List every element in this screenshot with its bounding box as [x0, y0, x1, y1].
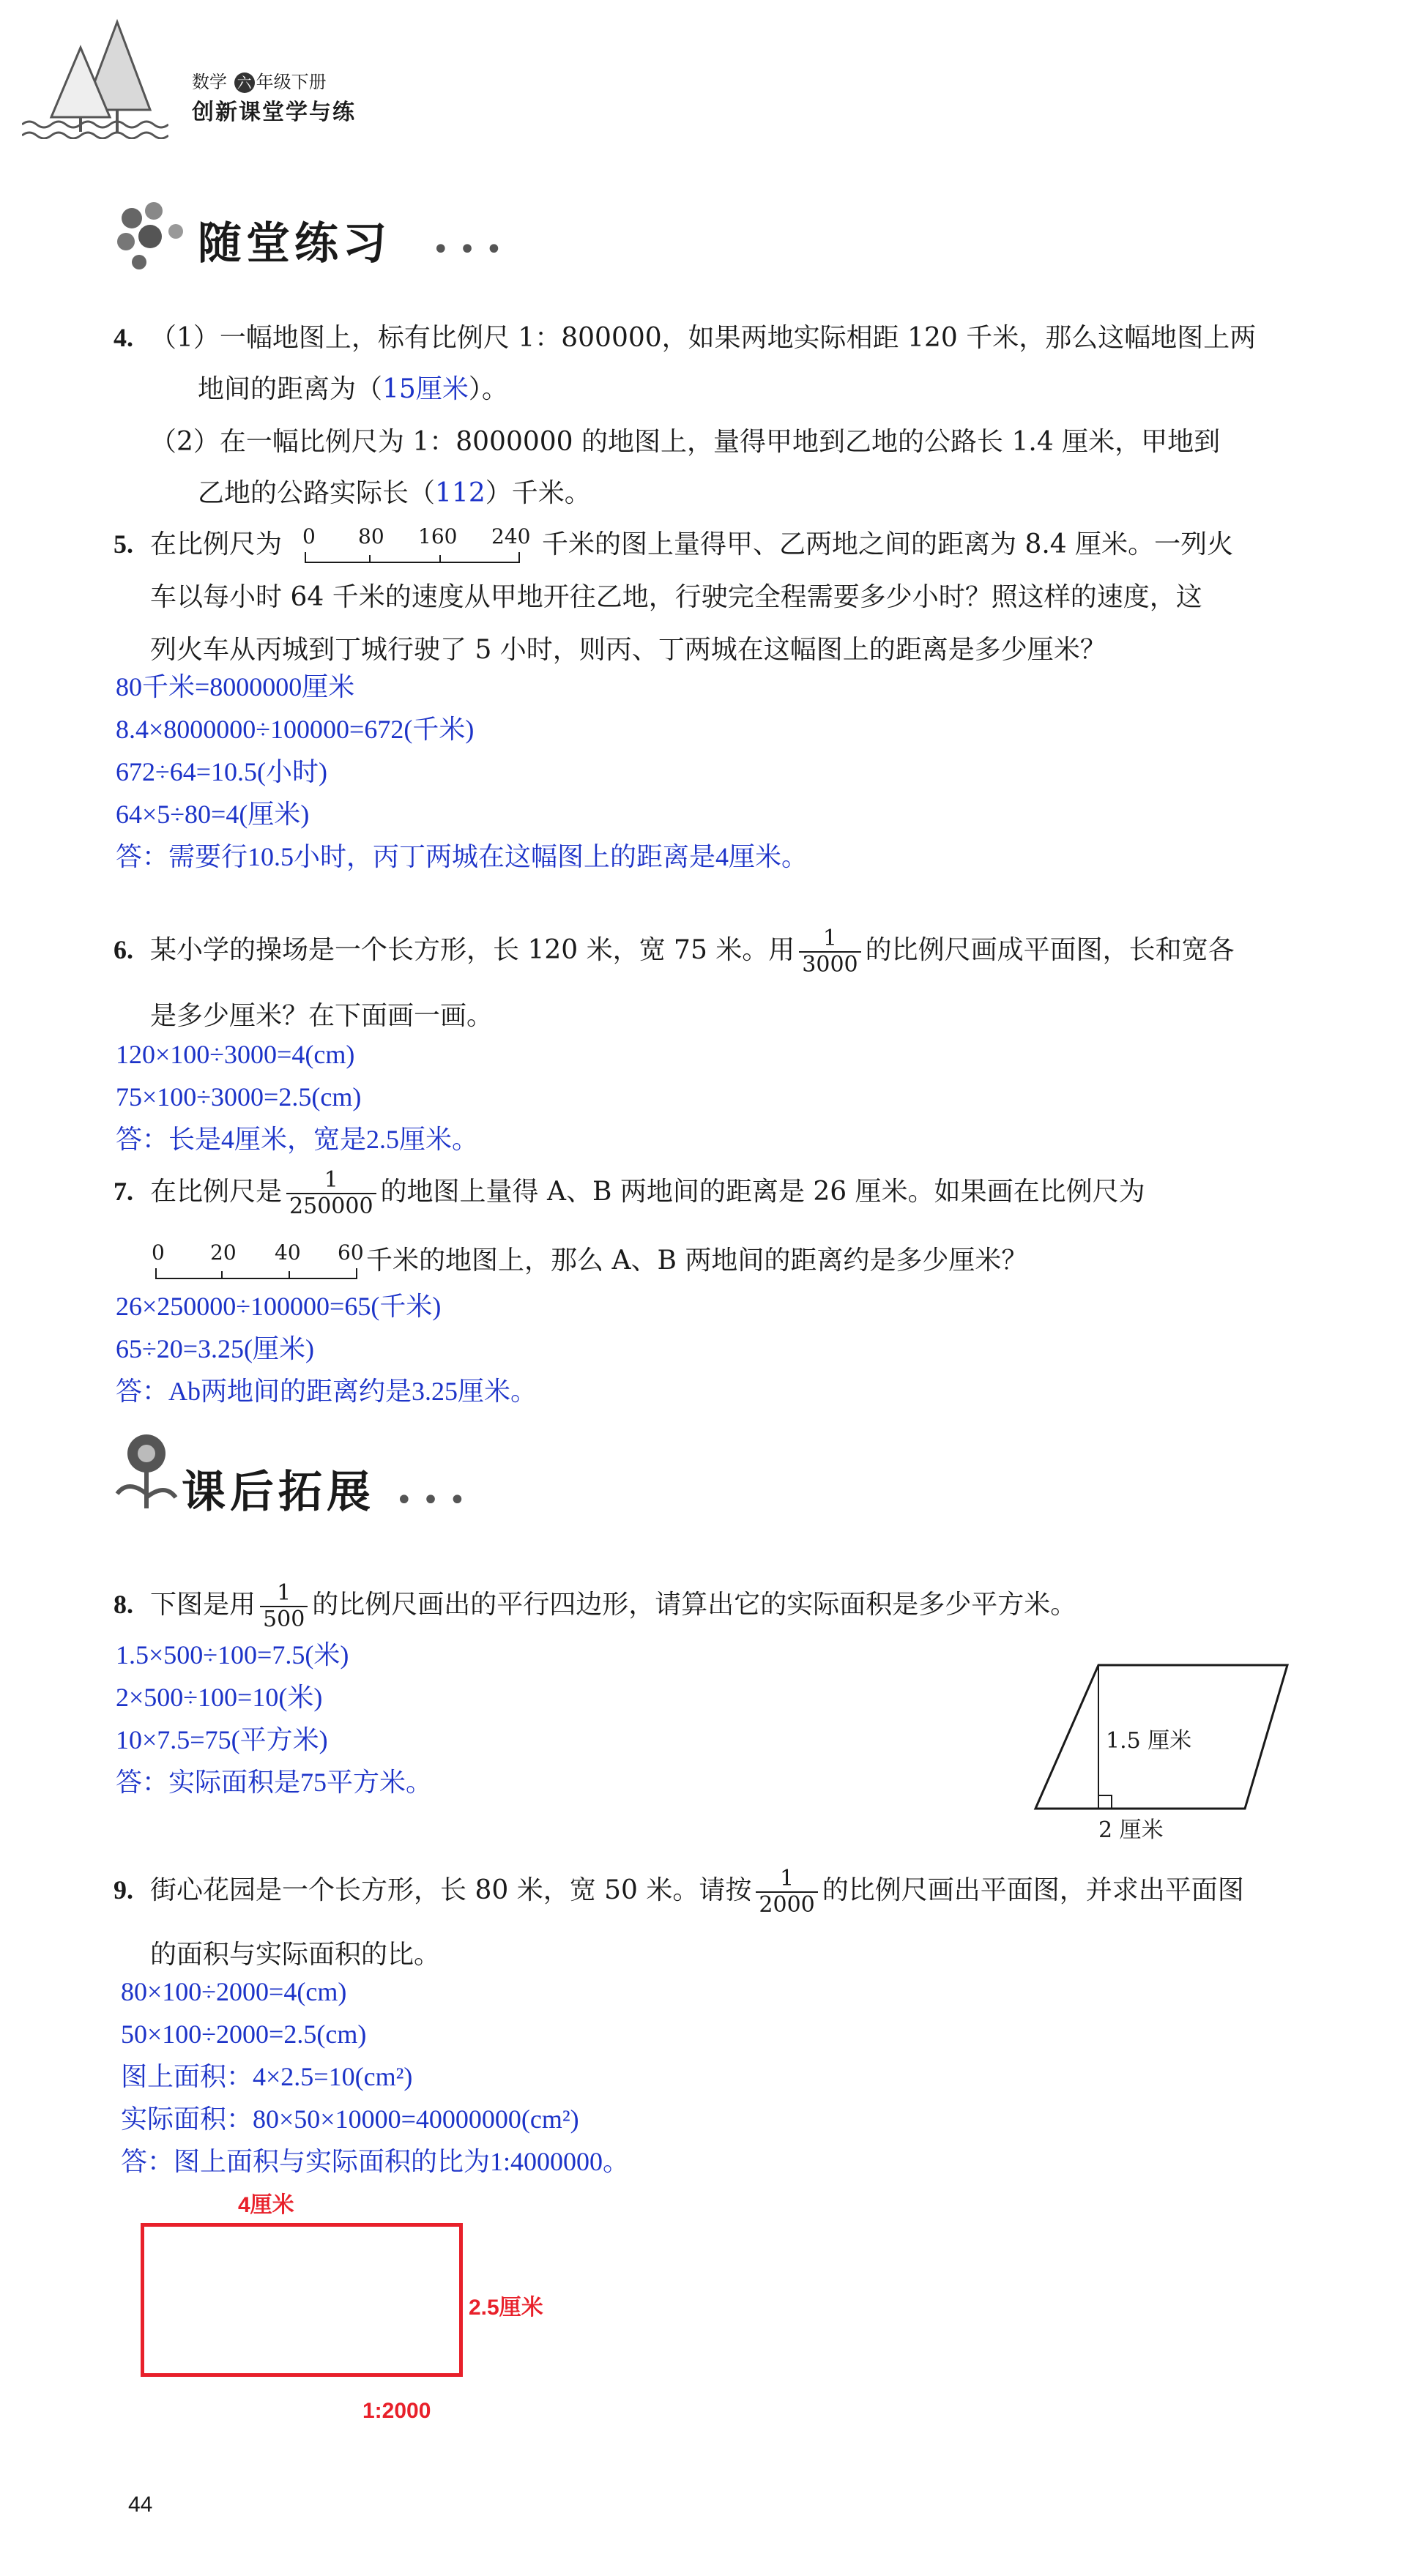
question-text: 乙地的公路实际长（112）千米。: [198, 478, 591, 508]
section-title-extension: 课后拓展: [182, 1467, 375, 1518]
answer-line: 答：图上面积与实际面积的比为1:4000000。: [121, 2147, 630, 2176]
answer-line: 80×100÷2000=4(cm): [121, 1977, 347, 2006]
answer-line: 65÷20=3.25(厘米): [116, 1334, 315, 1363]
height-label: 1.5 厘米: [1106, 1728, 1192, 1754]
line-scale: 0 80 160 240: [302, 524, 537, 568]
question-text: 下图是用 $\frac{1}{500}$ 的比例尺画出的平行四边形，请算出它的实际面积是多少平方米。: [150, 1580, 1077, 1632]
question-text: 地间的距离为（15厘米）。: [198, 374, 508, 404]
line-scale: 0 20 40 60: [150, 1240, 370, 1284]
rect-height-label: 2.5厘米: [469, 2296, 543, 2320]
header-grade: 年级下册: [256, 72, 327, 92]
answer-line: 答：需要行10.5小时，丙丁两城在这幅图上的距离是4厘米。: [116, 842, 808, 871]
answer-blank: 112: [435, 478, 486, 508]
answer-line: 10×7.5=75(平方米): [116, 1725, 328, 1754]
dots-decoration: • • •: [432, 233, 503, 267]
drawn-rectangle: [141, 2223, 463, 2377]
question-number: 4.: [114, 323, 133, 352]
question-number: 9.: [114, 1875, 133, 1905]
answer-line: 64×5÷80=4(厘米): [116, 800, 310, 829]
answer-line: 26×250000÷100000=65(千米): [116, 1292, 442, 1321]
answer-line: 672÷64=10.5(小时): [116, 757, 328, 786]
tulip-decoration-icon: [110, 1428, 183, 1516]
question-text: 在比例尺为: [150, 529, 283, 559]
answer-line: 答：长是4厘米，宽是2.5厘米。: [116, 1125, 479, 1154]
answer-line: 答：Ab两地间的距离约是3.25厘米。: [116, 1377, 537, 1406]
answer-line: 50×100÷2000=2.5(cm): [121, 2020, 367, 2049]
header-book-title: 创新课堂学与练: [192, 100, 356, 125]
answer-line: 1.5×500÷100=7.5(米): [116, 1640, 349, 1669]
fraction: $\frac{1}{3000}$: [799, 926, 860, 978]
page-number: 44: [128, 2493, 153, 2517]
fraction: $\frac{1}{2000}$: [756, 1866, 817, 1918]
question-text: 街心花园是一个长方形，长 80 米，宽 50 米。请按 $\frac{1}{2000}$ 的比例尺画出平面图，并求出平面图: [150, 1866, 1244, 1918]
header-subject: 数学: [192, 72, 227, 92]
question-text: 在比例尺是 $\frac{1}{250000}$ 的地图上量得 A、B 两地间的距离是 26 厘米。如果画在比例尺为: [150, 1167, 1145, 1219]
question-text: 某小学的操场是一个长方形，长 120 米，宽 75 米。用 $\frac{1}{3000}$ 的比例尺画成平面图，长和宽各: [150, 926, 1235, 978]
question-number: 7.: [114, 1177, 133, 1206]
answer-line: 答：实际面积是75平方米。: [116, 1768, 433, 1797]
question-text: 千米的图上量得甲、乙两地之间的距离为 8.4 厘米。一列火: [542, 529, 1234, 559]
question-text: （2）在一幅比例尺为 1：8000000 的地图上，量得甲地到乙地的公路长 1.4 厘米，甲地到: [150, 427, 1221, 457]
fraction: $\frac{1}{250000}$: [286, 1168, 376, 1219]
fraction: $\frac{1}{500}$: [260, 1581, 308, 1632]
answer-line: 实际面积：80×50×10000=40000000(cm²): [121, 2104, 579, 2134]
dots-decoration: • • •: [395, 1484, 466, 1517]
question-text: 是多少厘米？在下面画一画。: [150, 1001, 494, 1031]
flower-decoration-icon: [110, 196, 198, 277]
question-text: 列火车从丙城到丁城行驶了 5 小时，则丙、丁两城在这幅图上的距离是多少厘米？: [150, 635, 1106, 665]
question-text: 车以每小时 64 千米的速度从甲地开往乙地，行驶完全程需要多少小时？照这样的速度，这: [150, 582, 1202, 612]
tree-logo-icon: [22, 15, 168, 139]
rect-width-label: 4厘米: [238, 2193, 294, 2217]
base-label: 2 厘米: [1098, 1817, 1164, 1843]
answer-line: 8.4×8000000÷100000=672(千米): [116, 715, 475, 744]
question-text: 千米的地图上，那么 A、B 两地间的距离约是多少厘米？: [366, 1246, 1028, 1276]
answer-line: 2×500÷100=10(米): [116, 1683, 323, 1712]
answer-line: 图上面积：4×2.5=10(cm²): [121, 2062, 413, 2091]
question-number: 6.: [114, 935, 133, 964]
answer-line: 75×100÷3000=2.5(cm): [116, 1082, 362, 1112]
question-number: 8.: [114, 1590, 133, 1619]
answer-line: 80千米=8000000厘米: [116, 672, 355, 701]
answer-line: 120×100÷3000=4(cm): [116, 1040, 355, 1069]
scale-label: 1:2000: [362, 2399, 431, 2423]
question-text: 的面积与实际面积的比。: [150, 1940, 441, 1970]
answer-blank: 15厘米: [382, 374, 469, 404]
question-text: （1）一幅地图上，标有比例尺 1：800000，如果两地实际相距 120 千米，那么这幅地图上两: [150, 323, 1257, 353]
question-number: 5.: [114, 529, 133, 559]
section-title-practice: 随堂练习: [198, 218, 391, 269]
header-grade-mark: 六: [234, 72, 255, 93]
